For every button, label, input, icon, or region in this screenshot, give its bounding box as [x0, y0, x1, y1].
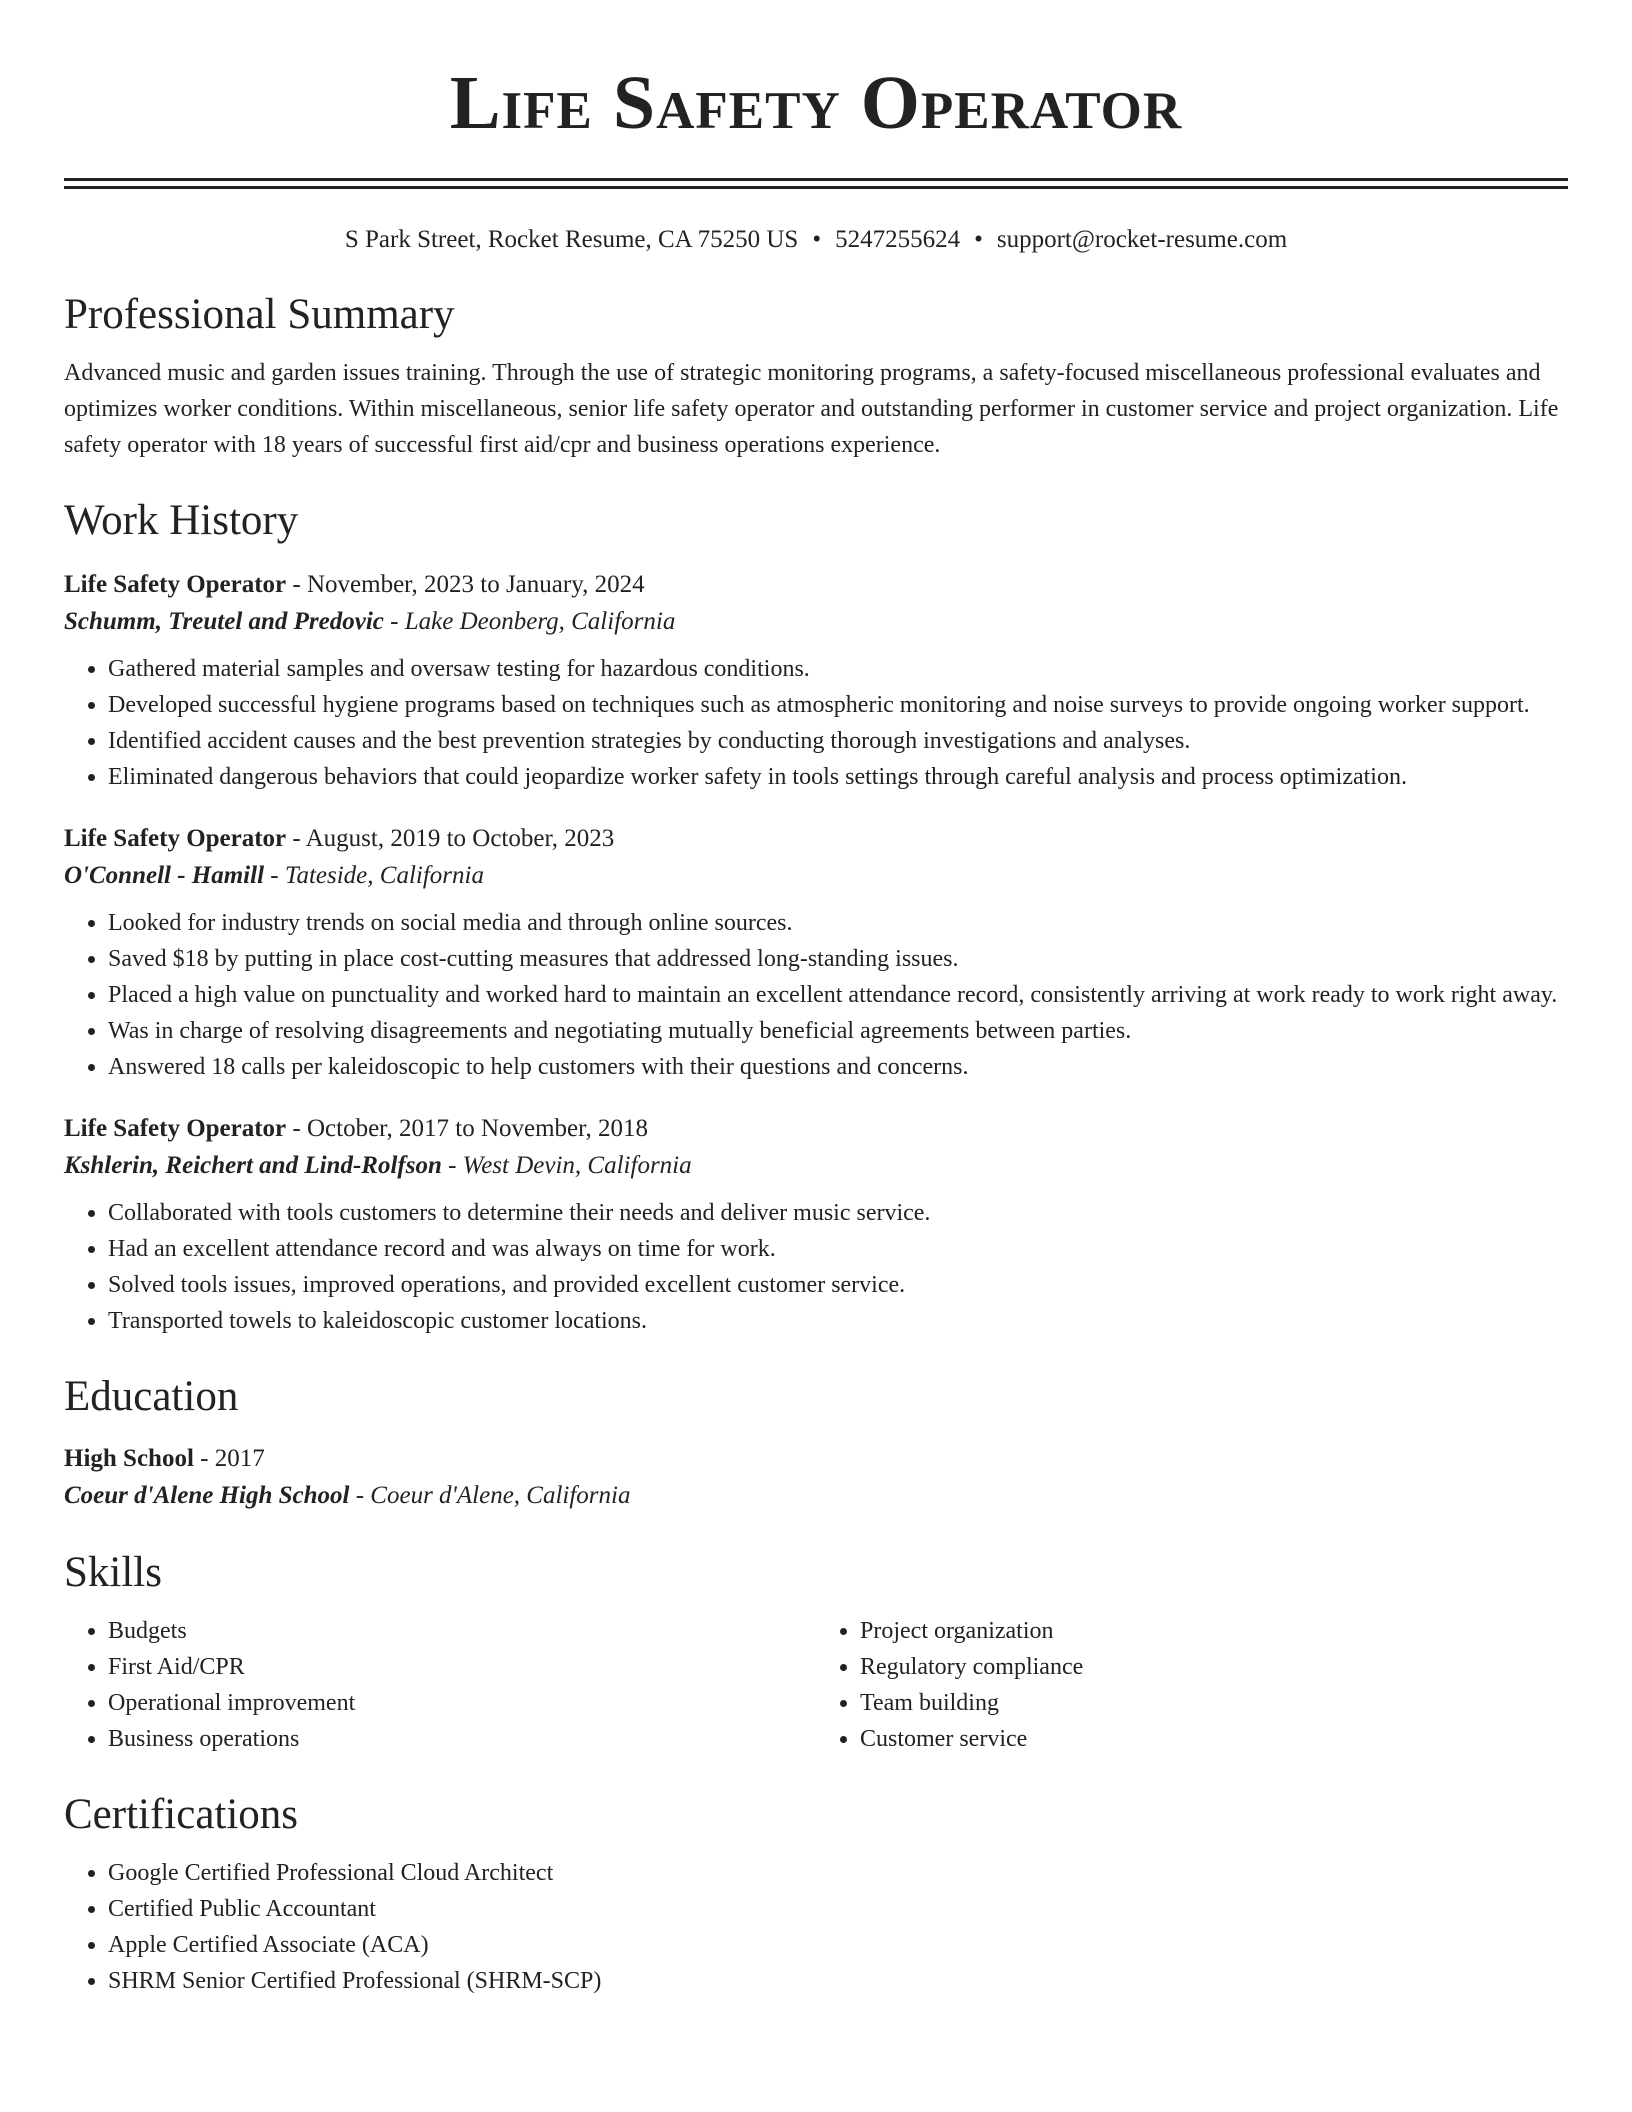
- job-title: Life Safety Operator: [64, 571, 287, 598]
- employer-location: - West Devin, California: [441, 1152, 692, 1179]
- job-dates: - November, 2023 to January, 2024: [286, 571, 645, 598]
- employer-location: - Tateside, California: [264, 862, 484, 889]
- resume-name-heading: Life Safety Operator: [449, 61, 1183, 145]
- job-entry: [64, 567, 1568, 795]
- job-title-line: [64, 567, 1568, 603]
- job-bullet-list: [64, 1195, 1568, 1339]
- certification-item: • Google Certified Professional Cloud Architect: [108, 1855, 1568, 1891]
- employer-line: [64, 1147, 1568, 1185]
- contact-line: [64, 223, 1568, 257]
- skill-item: • Project organization: [860, 1613, 1568, 1649]
- employer-name: O'Connell - Hamill: [64, 862, 265, 889]
- job-entry: [64, 1111, 1568, 1339]
- job-bullet-list: [64, 905, 1568, 1085]
- degree-line: [64, 1441, 1568, 1477]
- skill-item: • Budgets: [108, 1613, 816, 1649]
- employer-name: Schumm, Treutel and Predovic: [64, 608, 384, 635]
- employer-line: [64, 603, 1568, 641]
- skills-columns: [64, 1613, 1568, 1757]
- header-double-rule: [64, 178, 1568, 189]
- job-title-line: [64, 821, 1568, 857]
- job-bullet: • Had an excellent attendance record and was always on time for work.: [108, 1231, 1568, 1267]
- summary-section: [64, 289, 1568, 463]
- contact-separator: •: [812, 226, 822, 253]
- certification-item: • SHRM Senior Certified Professional (SHRM-SCP): [108, 1963, 1568, 1999]
- job-bullet: • Answered 18 calls per kaleidoscopic to help customers with their questions and concerns.: [108, 1049, 1568, 1085]
- skill-item: • Team building: [860, 1685, 1568, 1721]
- school-location: - Coeur d'Alene, California: [349, 1482, 631, 1509]
- skill-item: • Operational improvement: [108, 1685, 816, 1721]
- contact-phone: 5247255624: [835, 226, 961, 253]
- job-bullet: • Saved $18 by putting in place cost-cutting measures that addressed long-standing issues.: [108, 941, 1568, 977]
- work-history-heading: Work History: [64, 497, 299, 544]
- education-entry: [64, 1441, 1568, 1515]
- summary-heading: Professional Summary: [64, 291, 455, 338]
- contact-address: S Park Street, Rocket Resume, CA 75250 US: [344, 226, 799, 253]
- skill-item: • Regulatory compliance: [860, 1649, 1568, 1685]
- contact-separator: •: [974, 226, 983, 253]
- certification-item: • Certified Public Accountant: [108, 1891, 1568, 1927]
- job-dates: - August, 2019 to October, 2023: [286, 825, 615, 852]
- job-title: Life Safety Operator: [64, 825, 287, 852]
- job-entry: [64, 821, 1568, 1085]
- skills-heading: Skills: [64, 1549, 162, 1596]
- graduation-year: - 2017: [193, 1445, 265, 1472]
- certifications-heading: Certifications: [64, 1791, 299, 1838]
- job-bullet: • Solved tools issues, improved operations, and provided excellent customer service.: [108, 1267, 1568, 1303]
- education-heading: Education: [64, 1373, 239, 1420]
- job-dates: - October, 2017 to November, 2018: [286, 1115, 648, 1142]
- skill-item: • Customer service: [860, 1721, 1568, 1757]
- job-bullet: • Developed successful hygiene programs based on techniques such as atmospheric monitoring and noise surveys to provide ongoing worker support.: [108, 687, 1568, 723]
- skill-item: • First Aid/CPR: [108, 1649, 816, 1685]
- school-line: [64, 1477, 1568, 1515]
- employer-line: [64, 857, 1568, 895]
- employer-location: - Lake Deonberg, California: [383, 608, 676, 635]
- school-name: Coeur d'Alene High School: [64, 1482, 350, 1509]
- certification-item: • Apple Certified Associate (ACA): [108, 1927, 1568, 1963]
- education-section: [64, 1371, 1568, 1515]
- job-bullet: • Gathered material samples and oversaw testing for hazardous conditions.: [108, 651, 1568, 687]
- job-title: Life Safety Operator: [64, 1115, 287, 1142]
- job-bullet-list: [64, 651, 1568, 795]
- skill-item: • Business operations: [108, 1721, 816, 1757]
- job-bullet: • Placed a high value on punctuality and worked hard to maintain an excellent attendance record, consistently arriving at work ready to work right away.: [108, 977, 1568, 1013]
- skills-section: [64, 1547, 1568, 1757]
- contact-email[interactable]: support@rocket-resume.com: [996, 226, 1288, 253]
- skills-list-right: [816, 1613, 1568, 1757]
- job-title-line: [64, 1111, 1568, 1147]
- certifications-section: [64, 1789, 1568, 1999]
- job-bullet: • Identified accident causes and the best prevention strategies by conducting thorough investigations and analyses.: [108, 723, 1568, 759]
- employer-name: Kshlerin, Reichert and Lind-Rolfson: [64, 1152, 442, 1179]
- job-bullet: • Collaborated with tools customers to determine their needs and deliver music service.: [108, 1195, 1568, 1231]
- summary-text: Advanced music and garden issues training. Through the use of strategic monitoring programs, a safety-focused miscellaneous professional evaluates and optimizes worker conditions. Within miscellaneous, senior life safety operator and outstanding performer in customer service and project organization. Life safety operator with 18 years of successful first aid/cpr and business operations experience.: [64, 360, 1559, 458]
- certifications-list: [64, 1855, 1568, 1999]
- job-bullet: • Eliminated dangerous behaviors that could jeopardize worker safety in tools settings through careful analysis and process optimization.: [108, 759, 1568, 795]
- skills-list-left: [64, 1613, 816, 1757]
- work-history-section: [64, 495, 1568, 1339]
- job-bullet: • Was in charge of resolving disagreements and negotiating mutually beneficial agreements between parties.: [108, 1013, 1568, 1049]
- job-bullet: • Transported towels to kaleidoscopic customer locations.: [108, 1303, 1568, 1339]
- job-bullet: • Looked for industry trends on social media and through online sources.: [108, 905, 1568, 941]
- degree: High School: [64, 1445, 194, 1472]
